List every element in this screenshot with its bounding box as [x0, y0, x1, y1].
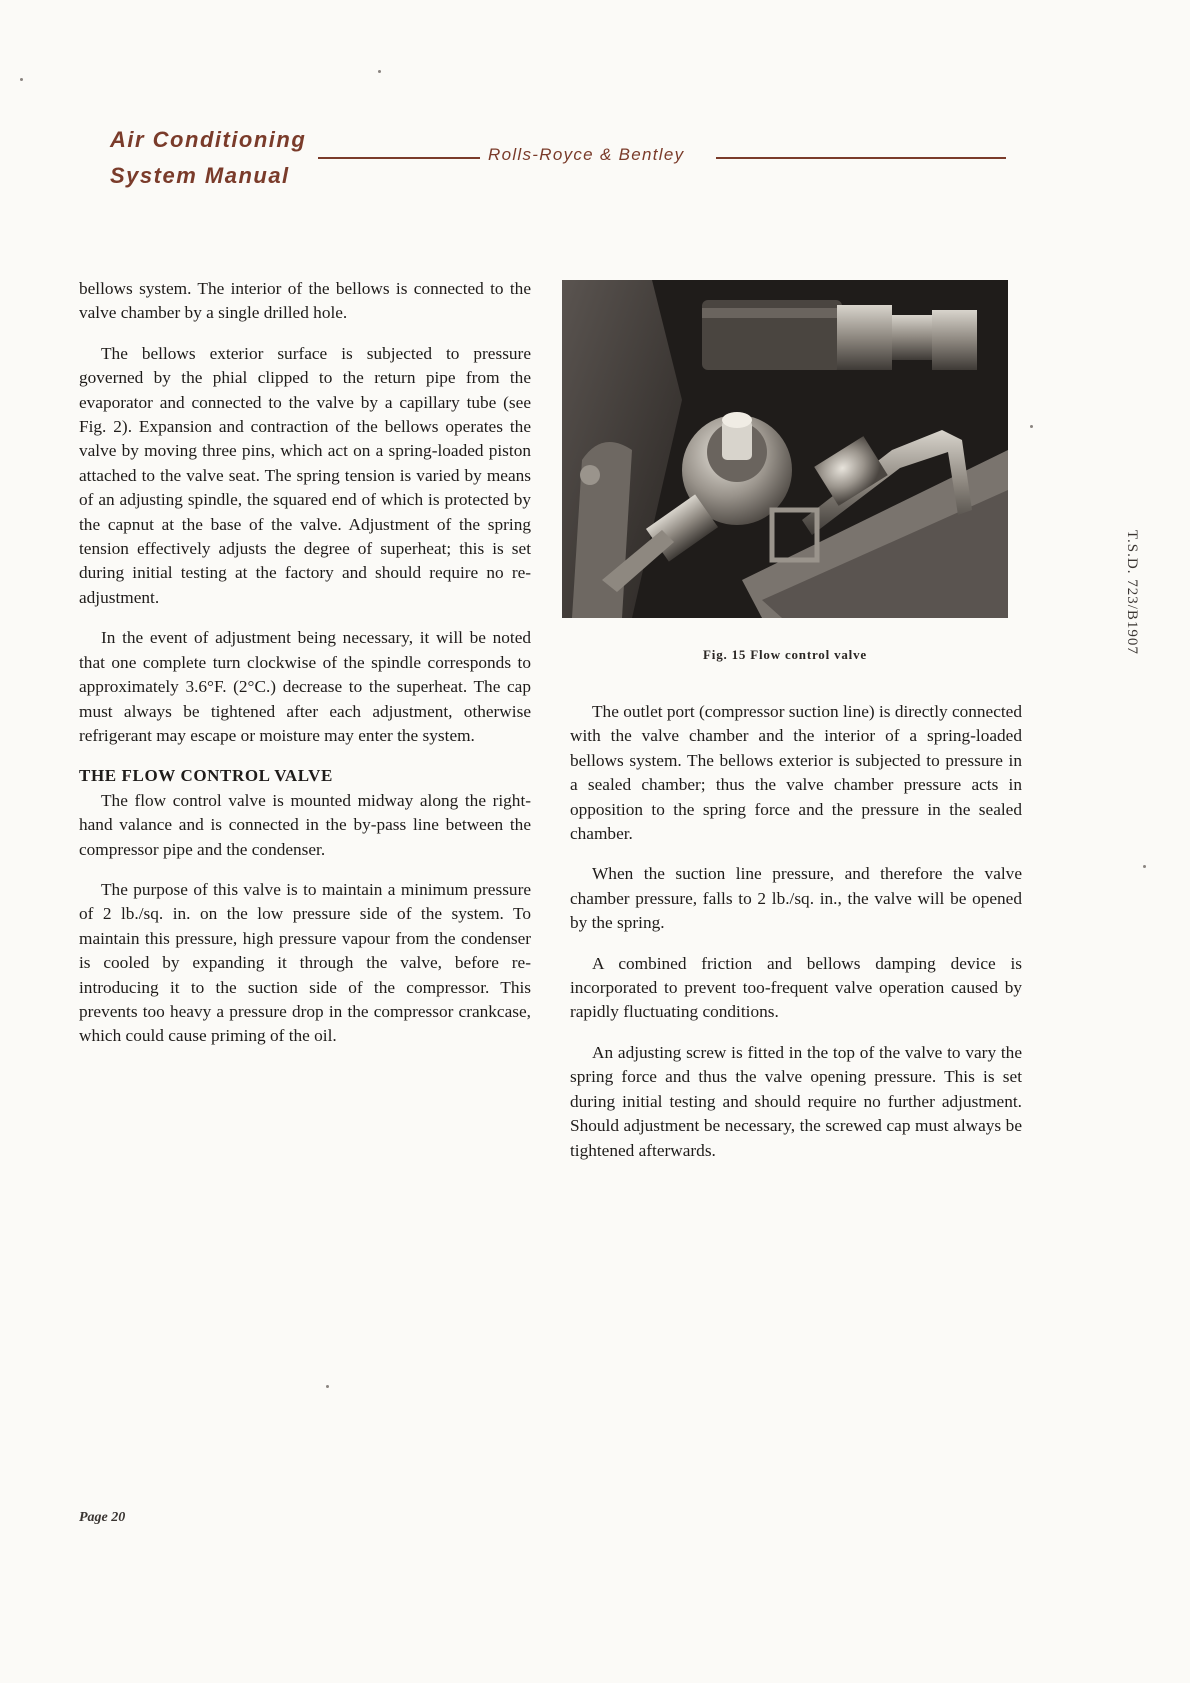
header-rule-right — [716, 157, 1006, 159]
body-paragraph: The outlet port (compressor suction line) is directly connected with the valve chamber and the interior of a spring-loaded bellows system. The bellows exterior is subjected to pressure in a sealed chamber; thus the valve chamber pressure acts in opposition to the spring force and the pressure in the sealed chamber. — [570, 702, 1022, 844]
figure-caption: Fig. 15 Flow control valve — [703, 647, 867, 662]
header-rule-left — [318, 157, 480, 159]
brand-name: Rolls-Royce & Bentley — [488, 145, 685, 164]
body-paragraph: A combined friction and bellows damping device is incorporated to prevent too-frequent valve operation caused by rapidly fluctuating conditions. — [570, 953, 1022, 1022]
manual-title-line2: System Manual — [110, 163, 290, 188]
body-paragraph: In the event of adjustment being necessary, it will be noted that one complete turn clockwise of the spindle corresponds to approximately 3.6°F. (2°C.) decrease to the superheat. The cap must always be tightened after each adjustment, otherwise refrigerant may escape or moisture may enter the system. — [79, 628, 531, 745]
body-paragraph: The bellows exterior surface is subjected to pressure governed by the phial clipped to the return pipe from the evaporator and connected to the valve by a capillary tube (see Fig. 2). Expansion and contraction of the bellows operates the valve by moving three pins, which act on a spring-loaded piston attached to the valve seat. The spring tension is varied by means of an adjusting spindle, the squared end of which is protected by the capnut at the base of the valve. Adjustment of the spring tension effectively adjusts the degree of superheat; this is set during initial testing at the factory and should require no re-adjustment. — [79, 343, 531, 607]
body-paragraph: The flow control valve is mounted midway along the right-hand valance and is connected in the by-pass line between the compressor pipe and the condenser. — [79, 790, 531, 859]
section-heading: THE FLOW CONTROL VALVE — [79, 766, 333, 786]
body-paragraph: The purpose of this valve is to maintain a minimum pressure of 2 lb./sq. in. on the low pressure side of the system. To maintain this pressure, high pressure vapour from the condenser is cooled by expanding it through the valve, before re-introducing it to the suction side of the compressor. This prevents too heavy a pressure drop in the compressor crankcase, which could cause priming of the oil. — [79, 879, 531, 1046]
body-paragraph: bellows system. The interior of the bellows is connected to the valve chamber by a single drilled hole. — [79, 279, 531, 323]
manual-title-line1: Air Conditioning — [110, 127, 307, 152]
scan-speck — [1030, 425, 1033, 428]
scan-speck — [1143, 865, 1146, 868]
scan-speck — [20, 78, 23, 81]
scan-speck — [326, 1385, 329, 1388]
body-paragraph: When the suction line pressure, and therefore the valve chamber pressure, falls to 2 lb./sq. in., the valve will be opened by the spring. — [570, 864, 1022, 933]
document-reference: T.S.D. 723/B1907 — [1124, 530, 1140, 655]
manual-title — [110, 122, 306, 194]
page-number: Page 20 — [79, 1510, 126, 1525]
flow-control-valve-photo — [562, 280, 1008, 618]
right-column — [570, 700, 1022, 1179]
left-column — [79, 277, 531, 1065]
valve-photo-illustration — [562, 280, 1008, 618]
scan-speck — [378, 70, 381, 73]
body-paragraph: An adjusting screw is fitted in the top of the valve to vary the spring force and thus the valve opening pressure. This is set during initial testing and should require no further adjustment. Should adjustment be necessary, the screwed cap must always be tightened afterwards. — [570, 1042, 1022, 1160]
